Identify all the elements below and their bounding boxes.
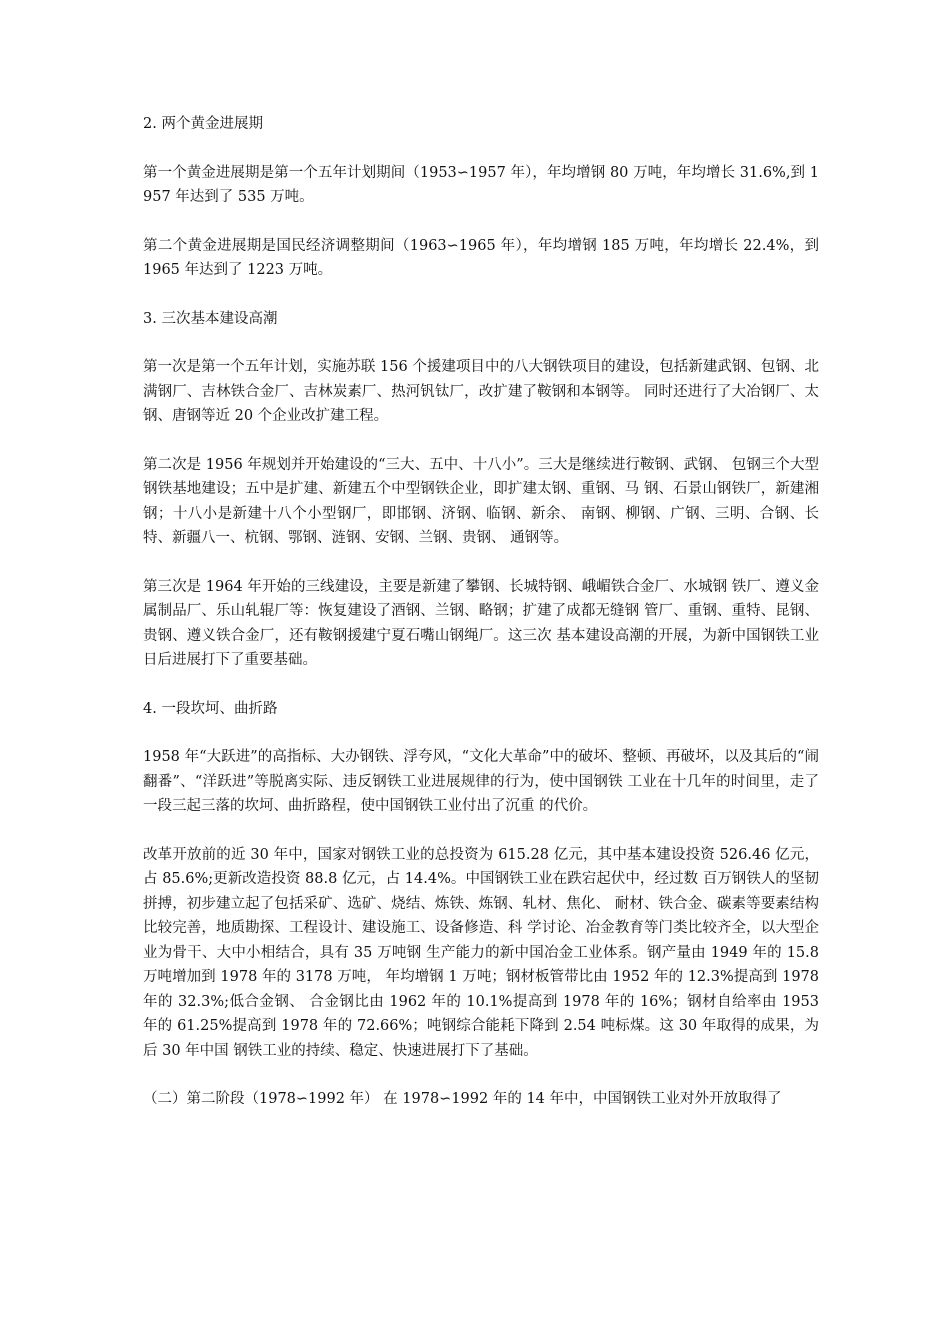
paragraph-first-golden-period: 第一个黄金进展期是第一个五年计划期间（1953∽1957 年），年均增钢 80 万吨，年均增长 31.6%,到 1957 年达到了 535 万吨。	[143, 164, 819, 205]
paragraph-investment-summary: 改革开放前的近 30 年中，国家对钢铁工业的总投资为 615.28 亿元，其中基本建设投资 526.46 亿元，占 85.6%;更新改造投资 88.8 亿元，占 14.4%。中国钢铁工业在跌宕起伏中，经过数 百万钢铁人的坚韧拼搏，初步建立起了包括采矿、选矿、烧结、炼铁、炼钢、轧材、焦化、 耐材、铁合金、碳素等要素结构比较完善，地质勘探、工程设计、建设施工、设备修造、科 学讨论、冶金教育等门类比较齐全，以大型企业为骨干、大中小相结合，具有 35 万吨钢 生产能力的新中国冶金工业体系。钢产量由 1949 年的 15.8 万吨增加到 1978 年的 3178 万吨， 年均增钢 1 万吨；钢材板管带比由 1952 年的 12.3%提高到 1978 年的 32.3%;低合金钢、 合金钢比由 1962 年的 10.1%提高到 1978 年的 16%；钢材自给率由 1953 年的 61.25%提高到 1978 年的 72.66%；吨钢综合能耗下降到 2.54 吨标煤。这 30 年取得的成果，为后 30 年中国 钢铁工业的持续、稳定、快速进展打下了基础。	[143, 846, 819, 1059]
paragraph-second-stage: （二）第二阶段（1978∽1992 年） 在 1978∽1992 年的 14 年中，中国钢铁工业对外开放取得了	[143, 1091, 782, 1107]
paragraph-first-construction-wave: 第一次是第一个五年计划，实施苏联 156 个援建项目中的八大钢铁项目的建设，包括新建武钢、包钢、北满钢厂、吉林铁合金厂、吉林炭素厂、热河钒钛厂，改扩建了鞍钢和本钢等。 同时还进行了大冶钢厂、太钢、唐钢等近 20 个企业改扩建工程。	[143, 359, 819, 424]
paragraph-second-golden-period: 第二个黄金进展期是国民经济调整期间（1963∽1965 年），年均增钢 185 万吨，年均增长 22.4%，到 1965 年达到了 1223 万吨。	[143, 237, 819, 278]
paragraph-great-leap: 1958 年“大跃进”的高指标、大办钢铁、浮夸风，“文化大革命”中的破坏、整顿、再破坏，以及其后的“闹翻番”、“洋跃进”等脱离实际、违反钢铁工业进展规律的行为，使中国钢铁 工业在十几年的时间里，走了一段三起三落的坎坷、曲折路程，使中国钢铁工业付出了沉重 的代价。	[143, 749, 819, 814]
document-body	[143, 112, 819, 1136]
section-heading-construction-waves: 3. 三次基本建设高潮	[143, 310, 278, 327]
paragraph-third-construction-wave: 第三次是 1964 年开始的三线建设，主要是新建了攀钢、长城特钢、峨嵋铁合金厂、水城钢 铁厂、遵义金属制品厂、乐山轧辊厂等：恢复建设了酒钢、兰钢、略钢；扩建了成都无缝钢 管厂、重钢、重特、昆钢、贵钢、遵义铁合金厂，还有鞍钢援建宁夏石嘴山钢绳厂。这三次 基本建设高潮的开展，为新中国钢铁工业日后进展打下了重要基础。	[143, 578, 819, 668]
paragraph-second-construction-wave: 第二次是 1956 年规划并开始建设的“三大、五中、十八小”。三大是继续进行鞍钢、武钢、 包钢三个大型钢铁基地建设；五中是扩建、新建五个中型钢铁企业，即扩建太钢、重钢、马 钢、石景山钢铁厂，新建湘钢；十八小是新建十八个小型钢厂，即邯钢、济钢、临钢、新余、 南钢、柳钢、广钢、三明、合钢、长特、新疆八一、杭钢、鄂钢、涟钢、安钢、兰钢、贵钢、 通钢等。	[143, 456, 819, 546]
section-heading-rough-road: 4. 一段坎坷、曲折路	[143, 700, 278, 717]
section-heading-golden-periods: 2. 两个黄金进展期	[143, 116, 263, 132]
